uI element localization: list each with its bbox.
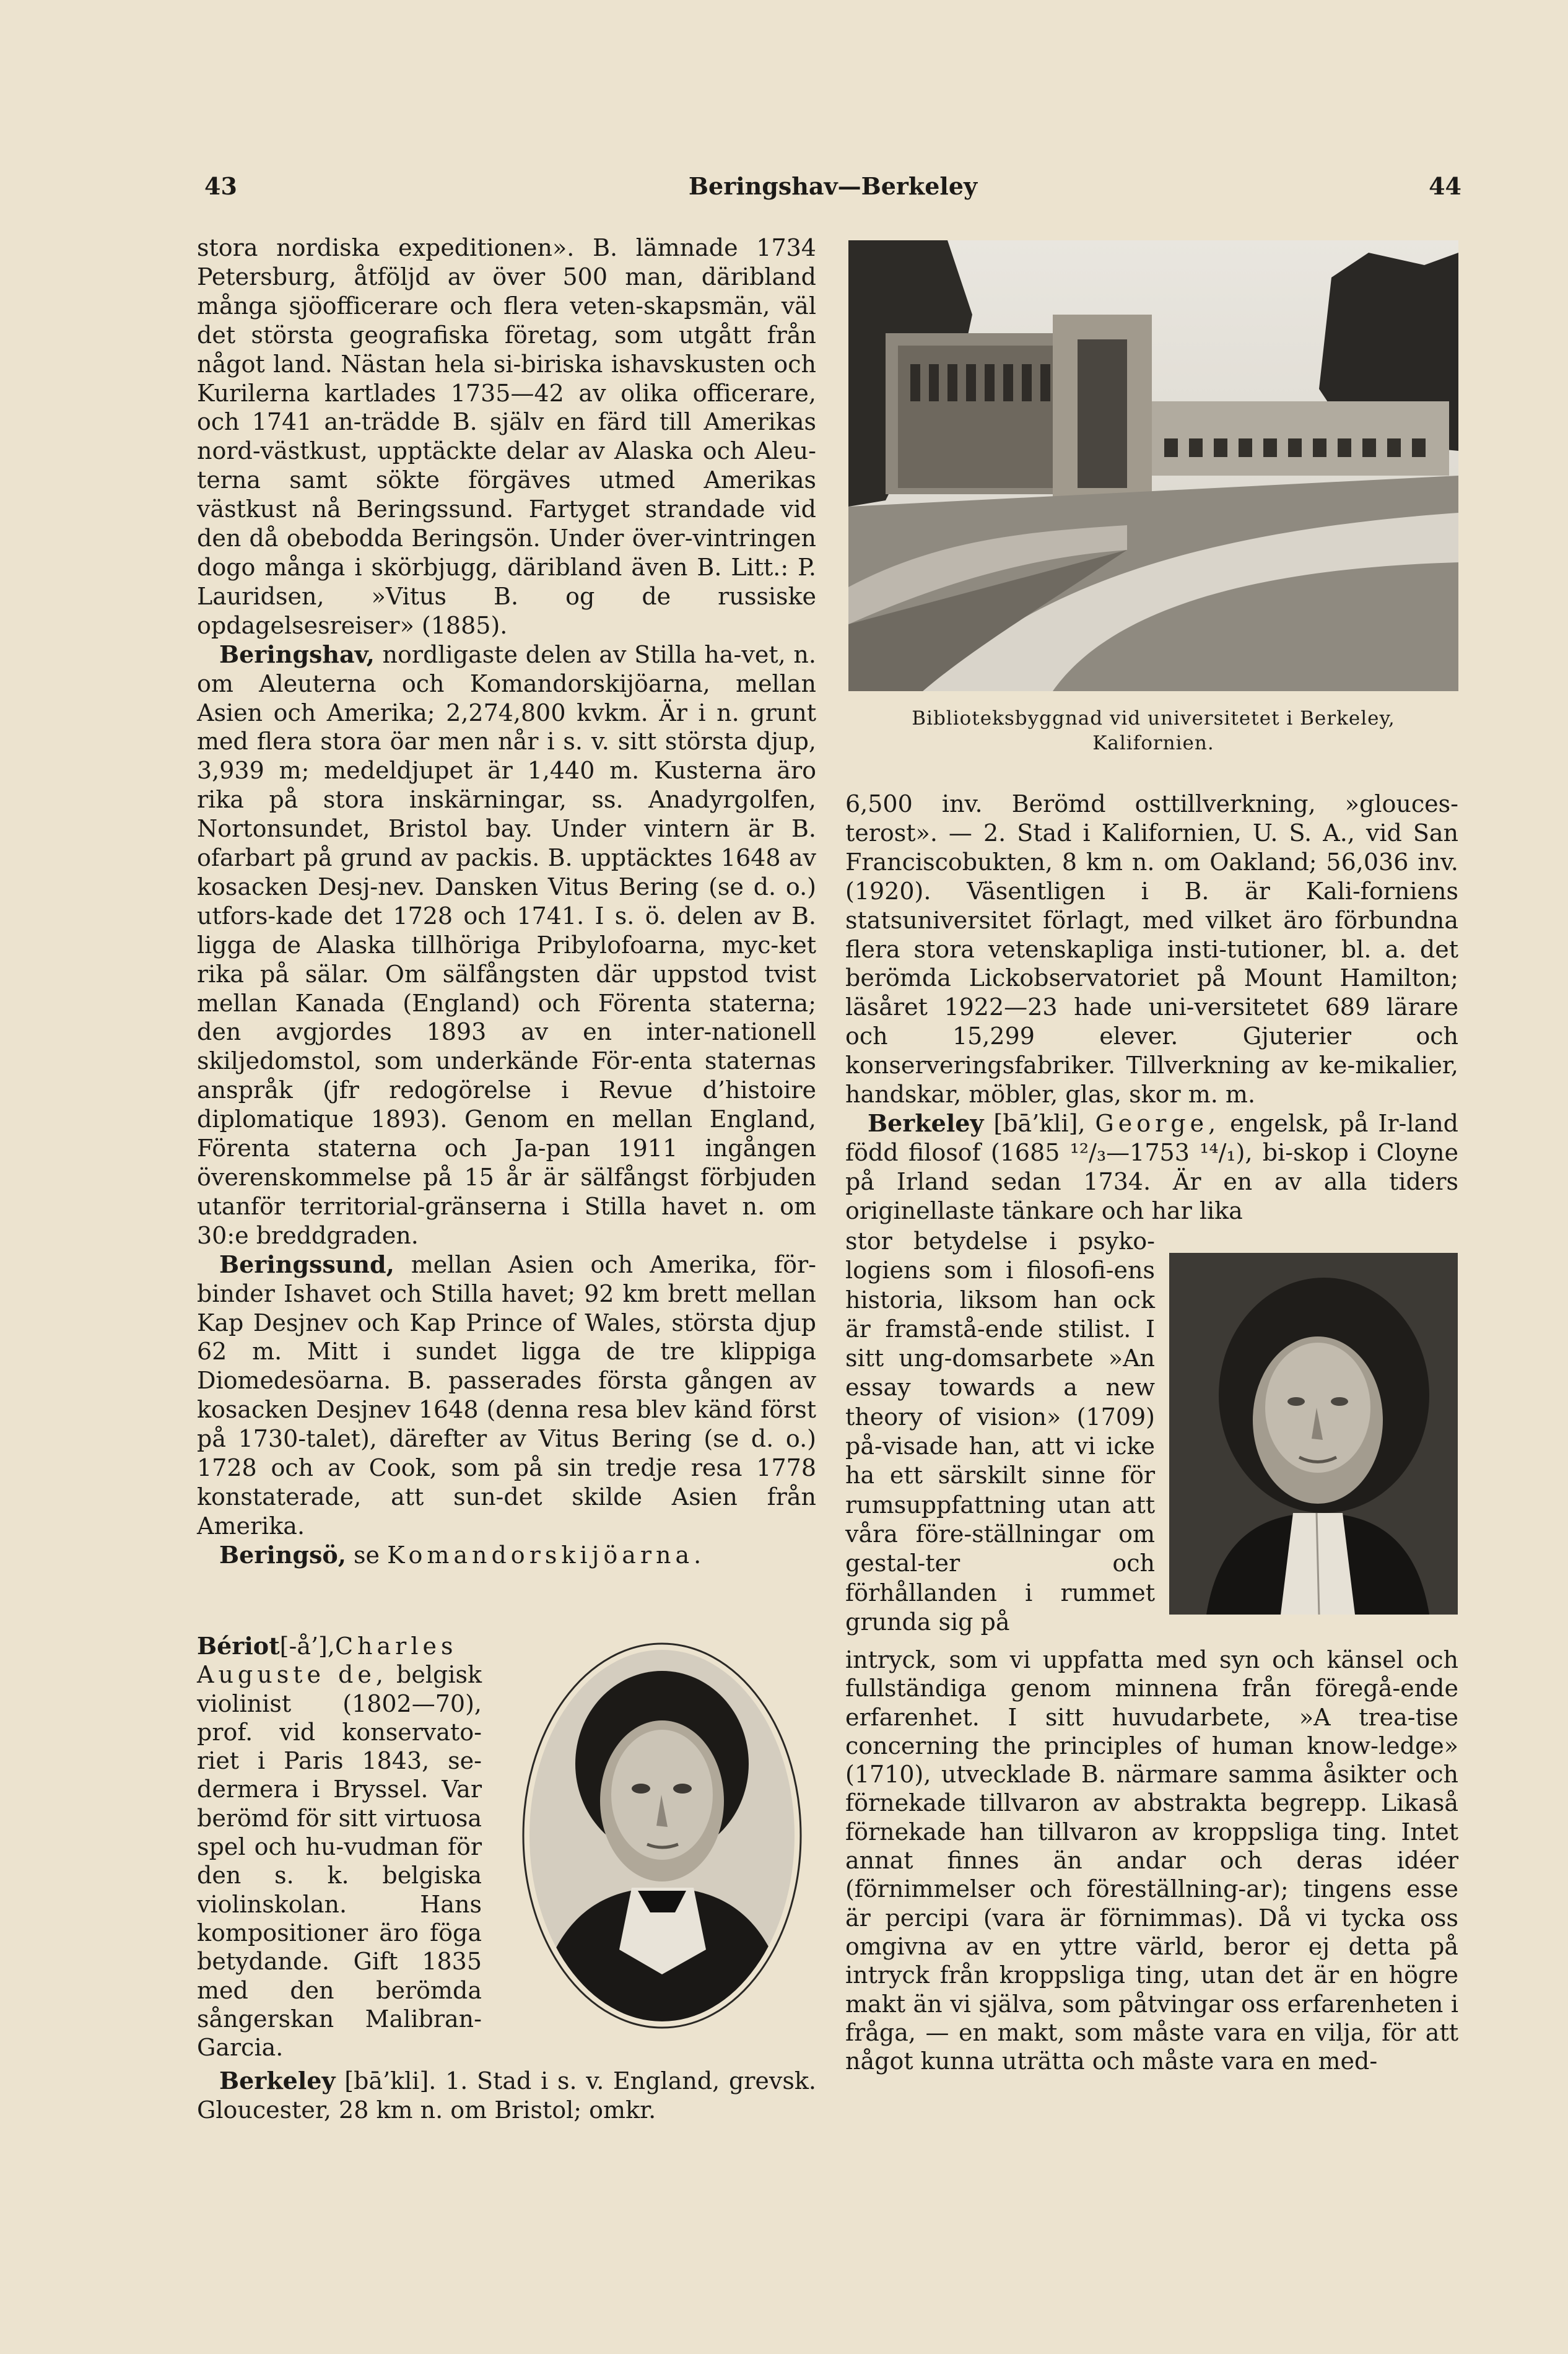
right-column-bottom: [845, 1646, 1458, 2075]
page-number-left: 43: [204, 172, 237, 200]
entry-head-berkeley-town: Berkeley: [219, 2067, 336, 2095]
left-column-text: [197, 233, 816, 1570]
entry-see: se: [346, 1541, 388, 1569]
entry-body-beriot: belgisk violinist (1802—70), prof. vid konservato-riet i Paris 1843, se-dermera i Bryssel. Var berömd för sitt virtuosa spel och hu-vudman för den s. k. belgiska violinskolan. Hans kompositioner äro föga betydande. Gift 1835 med den berömda sångerskan Malibran-Garcia.: [197, 1661, 482, 2062]
entry-head-berkeley: Berkeley: [868, 1109, 984, 1137]
entry-beringshav: [197, 640, 816, 1250]
beriot-portrait: [520, 1640, 804, 2031]
pronunciation-berkeley: [bā’kli],: [983, 1109, 1095, 1137]
bering-continuation: stora nordiska expeditionen». B. lämnade 1734 Petersburg, åtföljd av över 500 man, däribland många sjöofficerare och flera veten-skapsmän, väl det största geografiska företag, som utgått från något land. Nästan hela si-biriska ishavskusten och Kurilerna kartlades 1735—42 av olika officerare, och 1741 an-trädde B. själv en färd till Amerikas nord-västkust, upptäckte delar av Alaska och Aleu-terna samt sökte förgäves utmed Amerikas västkust nå Beringssund. Fartyget strandade vid den då obebodda Beringsön. Under över-vintringen dogo många i skörbjugg, däribland även B. Litt.: P. Lauridsen, »Vitus B. og de russiske opdagelsesreiser» (1885).: [197, 234, 816, 639]
name-beriot: Charles Auguste de,: [197, 1633, 458, 1689]
entry-body-berkeley-town: [bā’kli]. 1. Stad i s. v. England, grevsk. Gloucester, 28 km n. om Bristol; omkr.: [197, 2067, 816, 2124]
entry-head-beringssund: Beringssund,: [219, 1250, 394, 1278]
entry-body-beringshav: nordligaste delen av Stilla ha-vet, n. om Aleuterna och Komandorskijöarna, mellan Asien och Amerika; 2,274,800 kvkm. Är i n. grunt med flera stora öar men når i s. v. sitt största djup, 3,939 m; medeldjupet är 1,440 m. Kusterna äro rika på stora inskärningar, ss. Anadyrgolfen, Nortonsundet, Bristol bay. Under vintern är B. ofarbart på grund av packis. B. upptäcktes 1648 av kosacken Desj-nev. Dansken Vitus Bering (se d. o.) utfors-kade det 1728 och 1741. I s. ö. delen av B. ligga de Alaska tillhöriga Pribylofoarna, myc-ket rika på sälar. Om sälfångsten där uppstod tvist mellan Kanada (England) och Förenta staterna; den avgjordes 1893 av en inter-nationell skiljedomstol, som underkände För-enta staternas anspråk (jfr redogörelse i Revue d’histoire diplomatique 1893). Genom en mellan England, Förenta staterna och Ja-pan 1911 ingången överenskommelse på 15 år är sälfångst förbjuden utanför territorial-gränserna i Stilla havet n. om 30:e breddgraden.: [197, 640, 816, 1249]
right-column-middle: [845, 1227, 1155, 1637]
entry-head-beringso: Beringsö,: [219, 1540, 346, 1569]
right-column-top: [845, 790, 1458, 1226]
entry-berkeley-george: [845, 1109, 1458, 1226]
cross-reference: Komandorskijöarna.: [387, 1541, 706, 1569]
entry-head-beringshav: Beringshav,: [219, 640, 375, 668]
running-head: Beringshav—Berkeley: [688, 172, 978, 200]
berkeley-portrait: [1169, 1253, 1458, 1615]
library-photo-caption: Biblioteksbyggnad vid universitetet i Berkeley, Kalifornien.: [912, 707, 1395, 754]
entry-body-beringssund: mellan Asien och Amerika, för-binder Ishavet och Stilla havet; 92 km brett mellan Kap Desjnev och Kap Prince of Wales, största djup 62 m. Mitt i sundet ligga de tre klippiga Diomedesöarna. B. passerades första gången av kosacken Desjnev 1648 (denna resa blev känd först på 1730-talet), därefter av Vitus Bering (se d. o.) 1728 och av Cook, som på sin tredje resa 1778 konstaterade, att sun-det skilde Asien från Amerika.: [197, 1250, 816, 1540]
berkeley-town-continuation: 6,500 inv. Berömd osttillverkning, »glouces-terost». — 2. Stad i Kalifornien, U. S. A., vid San Franciscobukten, 8 km n. om Oakland; 56,036 inv. (1920). Väsentligen i B. är Kali-forniens statsuniversitet förlagt, med vilket äro förbundna flera stora vetenskapliga insti-tutioner, bl. a. det berömda Lickobservatoriet på Mount Hamilton; läsåret 1922—23 hade uni-versitetet 689 lärare och 15,299 elever. Gjuterier och konserveringsfabriker. Tillverkning av ke-mikalier, handskar, möbler, glas, skor m. m.: [845, 790, 1458, 1109]
entry-head-beriot: Bériot: [197, 1632, 280, 1660]
entry-beriot: [197, 1632, 482, 2062]
berkeley-text-middle: stor betydelse i psyko-logiens som i filosofi-ens historia, liksom han ock är framstå-ende stilist. I sitt ung-domsarbete »An essay towards a new theory of vision» (1709) på-visade han, att vi icke ha ett särskilt sinne för rumsuppfattning utan att våra före-ställningar om gestal-ter och förhållanden i rummet grunda sig på: [845, 1227, 1155, 1636]
entry-body-berkeley: engelsk, på Ir-land född filosof (1685 ¹²/₃—1753 ¹⁴/₁), bi-skop i Cloyne på Irland sedan 1734. Är en av alla tiders originellaste tänkare och har lika: [845, 1109, 1458, 1224]
entry-beringso: [197, 1541, 816, 1570]
pronunciation-beriot: [-å’],: [279, 1633, 335, 1660]
page-number-right: 44: [1429, 172, 1461, 200]
page-header: [204, 172, 1461, 209]
berkeley-text-bottom: intryck, som vi uppfatta med syn och känsel och fullständiga genom minnena från föregå-ende erfarenhet. I sitt huvudarbete, »A trea-tise concerning the principles of human know-ledge» (1710), utvecklade B. närmare samma åsikter och förnekade tillvaron av abstrakta begrepp. Likaså förnekade han tillvaron av kroppsliga ting. Intet annat finnes än andar och deras idéer (förnimmelser och föreställning-ar); tingens esse är percipi (vara är förnimmas). Då vi tycka oss omgivna av en yttre värld, beror ej detta på intryck från kroppsliga ting, utan det är en högre makt än vi själva, som påtvingar oss erfarenheten i fråga, — en makt, som måste vara en vilja, för att något kunna uträtta och måste vara en med-: [845, 1646, 1458, 2075]
library-photo: [848, 240, 1458, 691]
entry-berkeley-town: [197, 2067, 816, 2125]
entry-beringssund: [197, 1250, 816, 1541]
name-berkeley: George,: [1095, 1109, 1221, 1137]
